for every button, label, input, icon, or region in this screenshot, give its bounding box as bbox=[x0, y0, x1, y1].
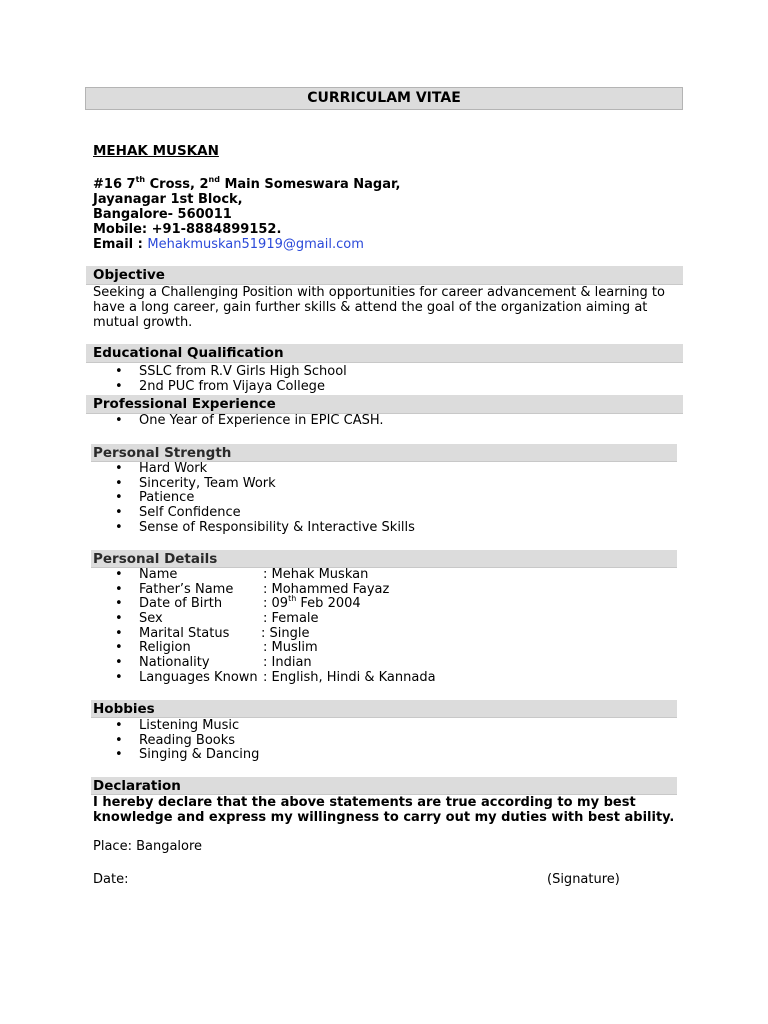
detail-row-religion: • Religion : Muslim bbox=[93, 641, 436, 656]
place-text: Place: Bangalore bbox=[93, 839, 203, 854]
experience-heading: Professional Experience bbox=[86, 395, 683, 414]
list-item: • Hard Work bbox=[93, 462, 415, 477]
detail-row-sex: • Sex : Female bbox=[93, 612, 436, 627]
list-item: • Listening Music bbox=[93, 719, 259, 734]
strength-heading: Personal Strength bbox=[91, 444, 677, 462]
list-item: • Patience bbox=[93, 491, 415, 506]
list-item: • 2nd PUC from Vijaya College bbox=[93, 380, 347, 395]
list-item: • Singing & Dancing bbox=[93, 748, 259, 763]
declaration-heading: Declaration bbox=[91, 777, 677, 795]
list-item: • SSLC from R.V Girls High School bbox=[93, 365, 347, 380]
details-list bbox=[93, 568, 436, 686]
declaration-line-1: I hereby declare that the above statements are true according to my best bbox=[93, 795, 636, 810]
education-list bbox=[93, 365, 347, 394]
details-heading: Personal Details bbox=[91, 550, 677, 568]
objective-heading: Objective bbox=[86, 266, 683, 285]
address-line-3: Bangalore- 560011 bbox=[93, 207, 232, 222]
detail-row-languages: • Languages Known : English, Hindi & Kannada bbox=[93, 671, 436, 686]
detail-row-father-name: • Father’s Name : Mohammed Fayaz bbox=[93, 583, 436, 598]
detail-row-name: • Name : Mehak Muskan bbox=[93, 568, 436, 583]
email-row bbox=[93, 237, 364, 252]
mobile-number: Mobile: +91-8884899152. bbox=[93, 222, 282, 237]
education-heading: Educational Qualification bbox=[86, 344, 683, 363]
email-link[interactable]: Mehakmuskan51919@gmail.com bbox=[147, 237, 364, 252]
detail-row-dob: • Date of Birth : 09th Feb 2004 bbox=[93, 597, 436, 612]
candidate-name: MEHAK MUSKAN bbox=[93, 143, 219, 159]
list-item: • Reading Books bbox=[93, 734, 259, 749]
list-item: • Self Confidence bbox=[93, 506, 415, 521]
address-line-1: #16 7th Cross, 2nd Main Someswara Nagar, bbox=[93, 175, 401, 192]
detail-row-nationality: • Nationality : Indian bbox=[93, 656, 436, 671]
list-item: • Sincerity, Team Work bbox=[93, 477, 415, 492]
declaration-line-2: knowledge and express my willingness to carry out my duties with best ability. bbox=[93, 810, 675, 825]
detail-row-marital-status: • Marital Status : Single bbox=[93, 627, 436, 642]
list-item: • One Year of Experience in EPIC CASH. bbox=[93, 414, 384, 429]
objective-text: Seeking a Challenging Position with opportunities for career advancement & learning to have a long career, gain further skills & attend the goal of the organization aiming at mutual growth. bbox=[93, 285, 665, 330]
strength-list bbox=[93, 462, 415, 535]
list-item: • Sense of Responsibility & Interactive Skills bbox=[93, 521, 415, 536]
signature-label: (Signature) bbox=[547, 872, 620, 887]
hobbies-list bbox=[93, 719, 259, 763]
hobbies-heading: Hobbies bbox=[91, 700, 677, 718]
email-label: Email : bbox=[93, 237, 148, 252]
address-line-2: Jayanagar 1st Block, bbox=[93, 192, 243, 207]
experience-list bbox=[93, 414, 384, 429]
date-label: Date: bbox=[93, 872, 129, 887]
document-title: CURRICULAM VITAE bbox=[85, 87, 683, 110]
